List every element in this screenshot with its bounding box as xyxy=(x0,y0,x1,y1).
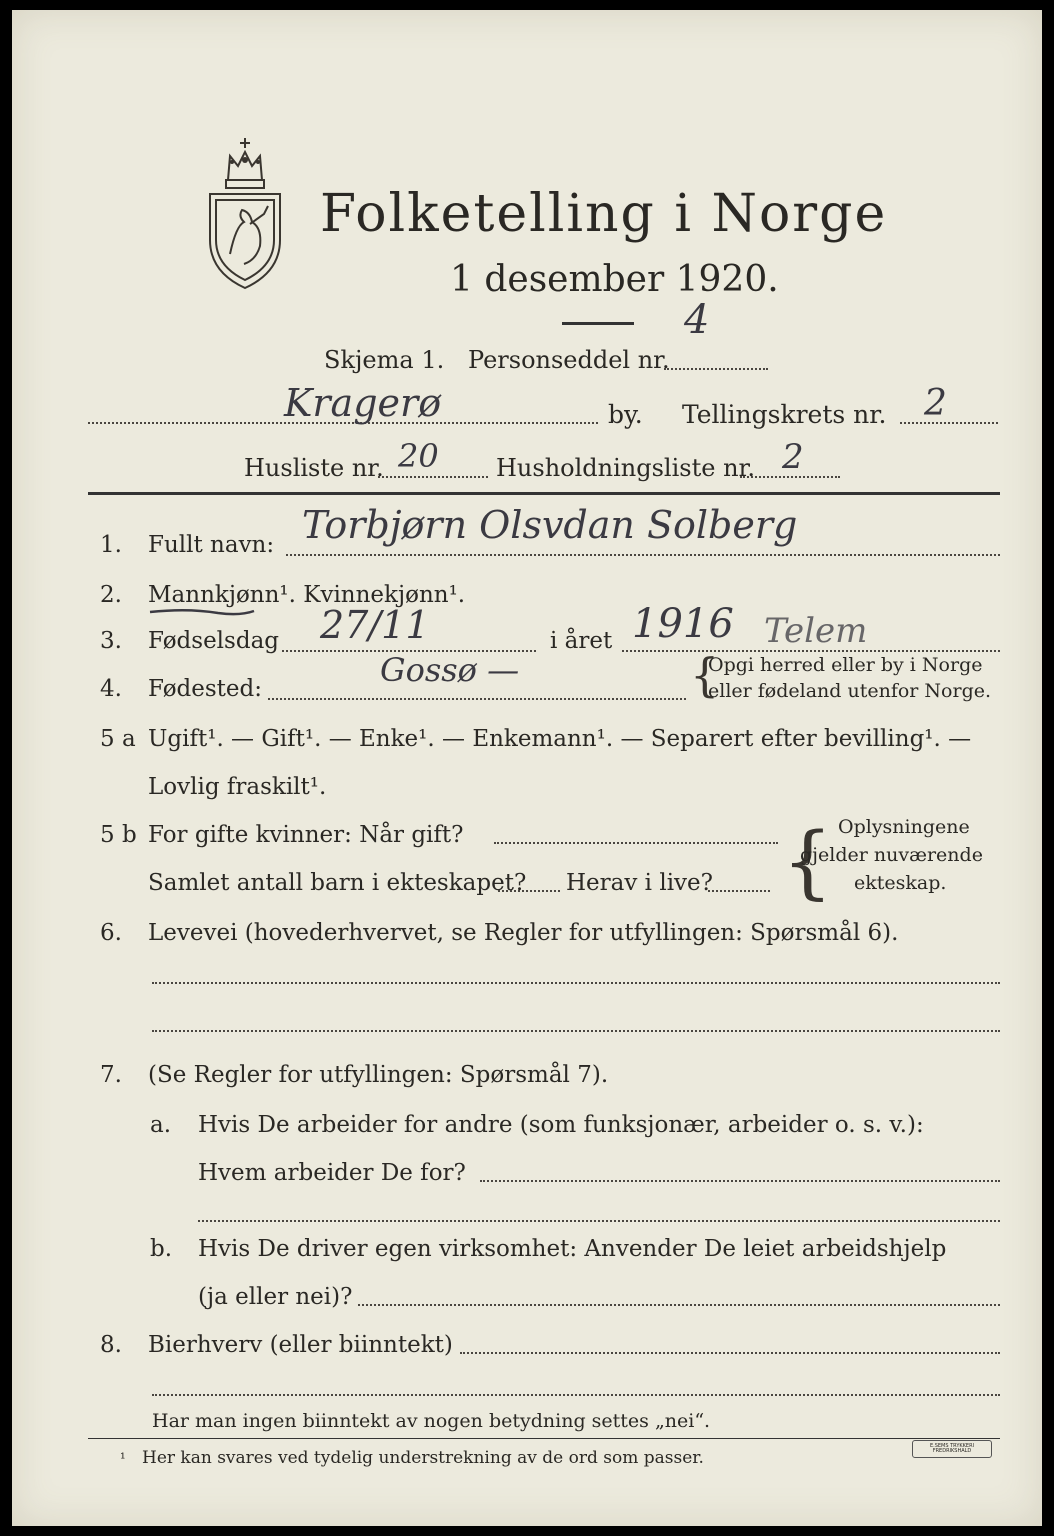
printer-stamp-text: E.SEMS TRYKKERI FREDRIKSHALD xyxy=(929,1442,975,1454)
q5b-herav-label: Herav i live? xyxy=(566,870,713,896)
footnote-text: Her kan svares ved tydelig understrekning av de ord som passer. xyxy=(142,1448,704,1468)
herav-i-live-field[interactable] xyxy=(708,890,770,892)
header-divider xyxy=(88,492,1000,495)
q5b-note-line1: Oplysningene xyxy=(838,816,970,838)
q3-label: Fødselsdag xyxy=(148,628,280,654)
q5a-line2: Lovlig fraskilt¹. xyxy=(148,774,327,800)
q5a-line1: Ugift¹. — Gift¹. — Enke¹. — Enkemann¹. — Separert efter bevilling¹. — xyxy=(148,726,972,752)
q1-number: 1. xyxy=(100,532,122,558)
personseddel-label: Personseddel nr. xyxy=(468,346,670,374)
bierhverv-field[interactable] xyxy=(460,1352,1000,1354)
fullt-navn-value: Torbjørn Olsvdan Solberg xyxy=(302,503,798,547)
q5b-number: 5 b xyxy=(100,822,137,848)
q5b-brace: { xyxy=(782,815,833,908)
q2-label: Mannkjønn¹. Kvinnekjønn¹. xyxy=(148,582,466,608)
q1-label: Fullt navn: xyxy=(148,532,275,558)
q4-note-line2: eller fødeland utenfor Norge. xyxy=(708,680,992,702)
footnote-mark: ¹ xyxy=(120,1451,126,1467)
q7b-line2: (ja eller nei)? xyxy=(198,1284,353,1310)
husliste-label: Husliste nr. xyxy=(244,454,384,482)
personseddel-field[interactable] xyxy=(664,368,768,370)
by-label: by. xyxy=(608,400,643,429)
q7b-letter: b. xyxy=(150,1236,173,1262)
tellingskrets-field[interactable] xyxy=(900,422,998,424)
q5b-note-line3: ekteskap. xyxy=(854,872,947,894)
hvem-arbeider-field[interactable] xyxy=(480,1180,1000,1182)
bierhverv-field-line2[interactable] xyxy=(152,1394,1000,1396)
aaret-value: 1916 xyxy=(632,601,734,647)
q7a-line2: Hvem arbeider De for? xyxy=(198,1160,466,1186)
q5b-line2: Samlet antall barn i ekteskapet? xyxy=(148,870,527,896)
ja-eller-nei-field[interactable] xyxy=(358,1304,1000,1306)
fodselsdag-value: 27/11 xyxy=(320,603,430,647)
schema-label: Skjema 1. xyxy=(324,346,445,374)
q6-number: 6. xyxy=(100,920,122,946)
hvem-arbeider-field-line2[interactable] xyxy=(198,1220,1000,1222)
q7b-line1: Hvis De driver egen virksomhet: Anvender De leiet arbeidshjelp xyxy=(198,1236,947,1262)
q7a-line1: Hvis De arbeider for andre (som funksjonær, arbeider o. s. v.): xyxy=(198,1112,924,1138)
q5a-number: 5 a xyxy=(100,726,136,752)
q5b-line1: For gifte kvinner: Når gift? xyxy=(148,822,464,848)
antall-barn-field[interactable] xyxy=(498,890,560,892)
fodested-value: Gossø — xyxy=(380,651,520,689)
form-number: 4 xyxy=(684,297,710,343)
husliste-field[interactable] xyxy=(378,476,488,478)
q7a-letter: a. xyxy=(150,1112,172,1138)
levevei-field-line2[interactable] xyxy=(152,1030,1000,1032)
q4-number: 4. xyxy=(100,676,122,702)
q5b-note-line2: gjelder nuværende xyxy=(800,844,983,866)
q7-label: (Se Regler for utfyllingen: Spørsmål 7). xyxy=(148,1062,609,1088)
fullt-navn-field[interactable] xyxy=(286,554,1000,556)
q4-brace: { xyxy=(690,648,720,702)
by-value: Kragerø xyxy=(284,381,442,425)
tellingskrets-label: Tellingskrets nr. xyxy=(682,400,887,429)
q4-label: Fødested: xyxy=(148,676,263,702)
footer-note: Har man ingen biinntekt av nogen betydning settes „nei“. xyxy=(152,1410,711,1432)
footnote-divider xyxy=(88,1438,1000,1439)
q7-number: 7. xyxy=(100,1062,122,1088)
census-date: 1 desember 1920. xyxy=(450,259,779,300)
q8-number: 8. xyxy=(100,1332,122,1358)
q3-year-label: i året xyxy=(550,628,613,654)
census-form-page xyxy=(12,10,1042,1526)
levevei-field-line1[interactable] xyxy=(152,982,1000,984)
tellingskrets-value: 2 xyxy=(924,383,947,424)
fodested-field[interactable] xyxy=(268,698,686,700)
q8-label: Bierhverv (eller biinntekt) xyxy=(148,1332,453,1358)
printer-stamp xyxy=(912,1440,992,1458)
norwegian-coat-of-arms-icon xyxy=(200,136,290,292)
q6-label: Levevei (hovederhvervet, se Regler for utfyllingen: Spørsmål 6). xyxy=(148,920,899,946)
form-title: Folketelling i Norge xyxy=(320,184,888,244)
mannkjonn-underline xyxy=(148,606,258,618)
q3-number: 3. xyxy=(100,628,122,654)
husholdningsliste-value: 2 xyxy=(782,437,804,477)
q2-number: 2. xyxy=(100,582,122,608)
header-dash-line xyxy=(562,322,634,325)
naar-gift-field[interactable] xyxy=(494,842,778,844)
husliste-value: 20 xyxy=(398,437,439,475)
q4-note-line1: Opgi herred eller by i Norge xyxy=(708,654,983,676)
husholdningsliste-label: Husholdningsliste nr. xyxy=(496,454,755,482)
aaret-note-value: Telem xyxy=(764,611,868,651)
